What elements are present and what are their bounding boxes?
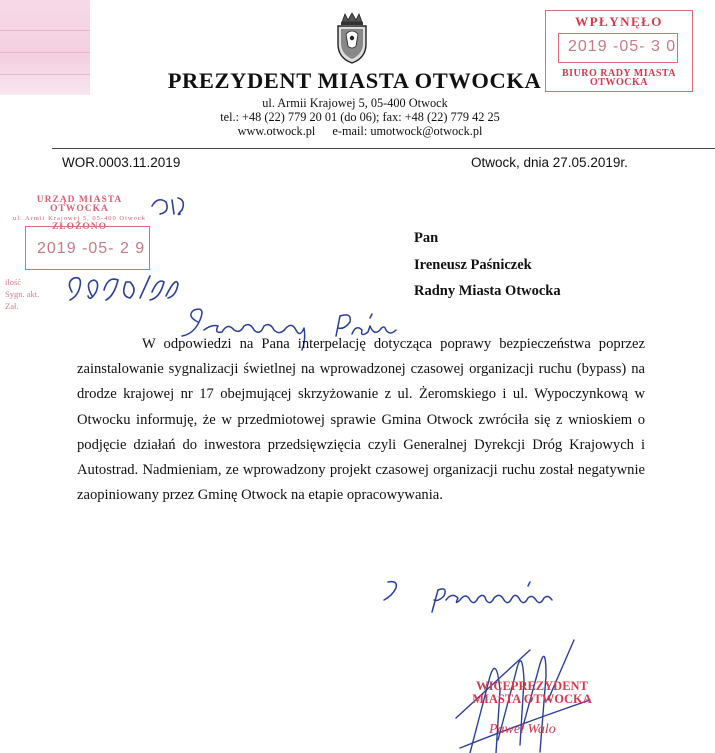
website-link[interactable]: www.otwock.pl: [237, 124, 316, 138]
office-stamp-header-line1: URZĄD MIASTA OTWOCKA: [36, 195, 123, 214]
signature-stamp: [462, 680, 602, 706]
letterhead-phone-fax: tel.: +48 (22) 779 20 01 (do 06); fax: +48 (22) 779 42 25: [220, 110, 500, 124]
signature-stamp-line1: WICEPREZYDENT: [476, 679, 588, 693]
closing-handwriting: [384, 582, 552, 612]
office-stamp-header-line3: ZŁOŻONO: [51, 222, 108, 232]
office-stamp-row-quantity: ilość: [5, 277, 22, 287]
received-stamp-title: WPŁYNĘŁO: [575, 14, 663, 29]
office-stamp-row-attachment: Zał.: [5, 301, 19, 311]
office-stamp-header-line2: ul. Armii Krajowej 5, 05-400 Otwock: [12, 215, 147, 222]
received-stamp-office-line2: OTWOCKA: [590, 77, 648, 88]
received-stamp-date: 2019 -05- 3 0: [568, 38, 677, 55]
place-date: Otwock, dnia 27.05.2019r.: [471, 155, 628, 170]
office-stamp-row-signature: Sygn. akt.: [5, 289, 40, 299]
addressee-title: Radny Miasta Otwocka: [414, 283, 561, 299]
body-paragraph: W odpowiedzi na Pana interpelację dotycząca poprawy bezpieczeństwa poprzez zainstalowanie sygnalizacji świetlnej na wprowadzonej czasowej organizacji ruchu (bypass) na drodze krajowej nr 17 obejmującej skrzyżowanie z ul. Żeromskiego i ul. Wypoczynkową w Otwocku informuję, że w przedmiotowej sprawie Gmina Otwock zwróciła się z wnioskiem o podjęcie działań do inwestora przedsięwzięcia czyli Generalnej Dyrekcji Dróg Krajowych i Autostrad. Nadmieniam, ze wprowadzony projekt czasowej organizacji ruchu został negatywnie zaopiniowany przez Gminę Otwock na etapie opracowywania.: [77, 336, 645, 504]
addressee-salutation: Pan: [414, 230, 439, 246]
signature-name: Paweł Walo: [489, 722, 556, 737]
letterhead-title: PREZYDENT MIASTA OTWOCKA: [167, 68, 542, 93]
office-stamp-date: 2019 -05- 2 9: [37, 240, 146, 257]
stamp-number-handwriting: [69, 198, 183, 300]
email-link[interactable]: e-mail: umotwock@otwock.pl: [332, 124, 483, 138]
signature-stamp-line2: MIASTA OTWOCKA: [472, 692, 592, 706]
reference-number: WOR.0003.11.2019: [62, 155, 181, 170]
letterhead-address: ul. Armii Krajowej 5, 05-400 Otwock: [262, 96, 448, 110]
letter-body: [77, 332, 645, 508]
received-stamp-office-line1: BIURO RADY MIASTA: [561, 68, 677, 79]
addressee-name: Ireneusz Paśniczek: [414, 257, 532, 273]
